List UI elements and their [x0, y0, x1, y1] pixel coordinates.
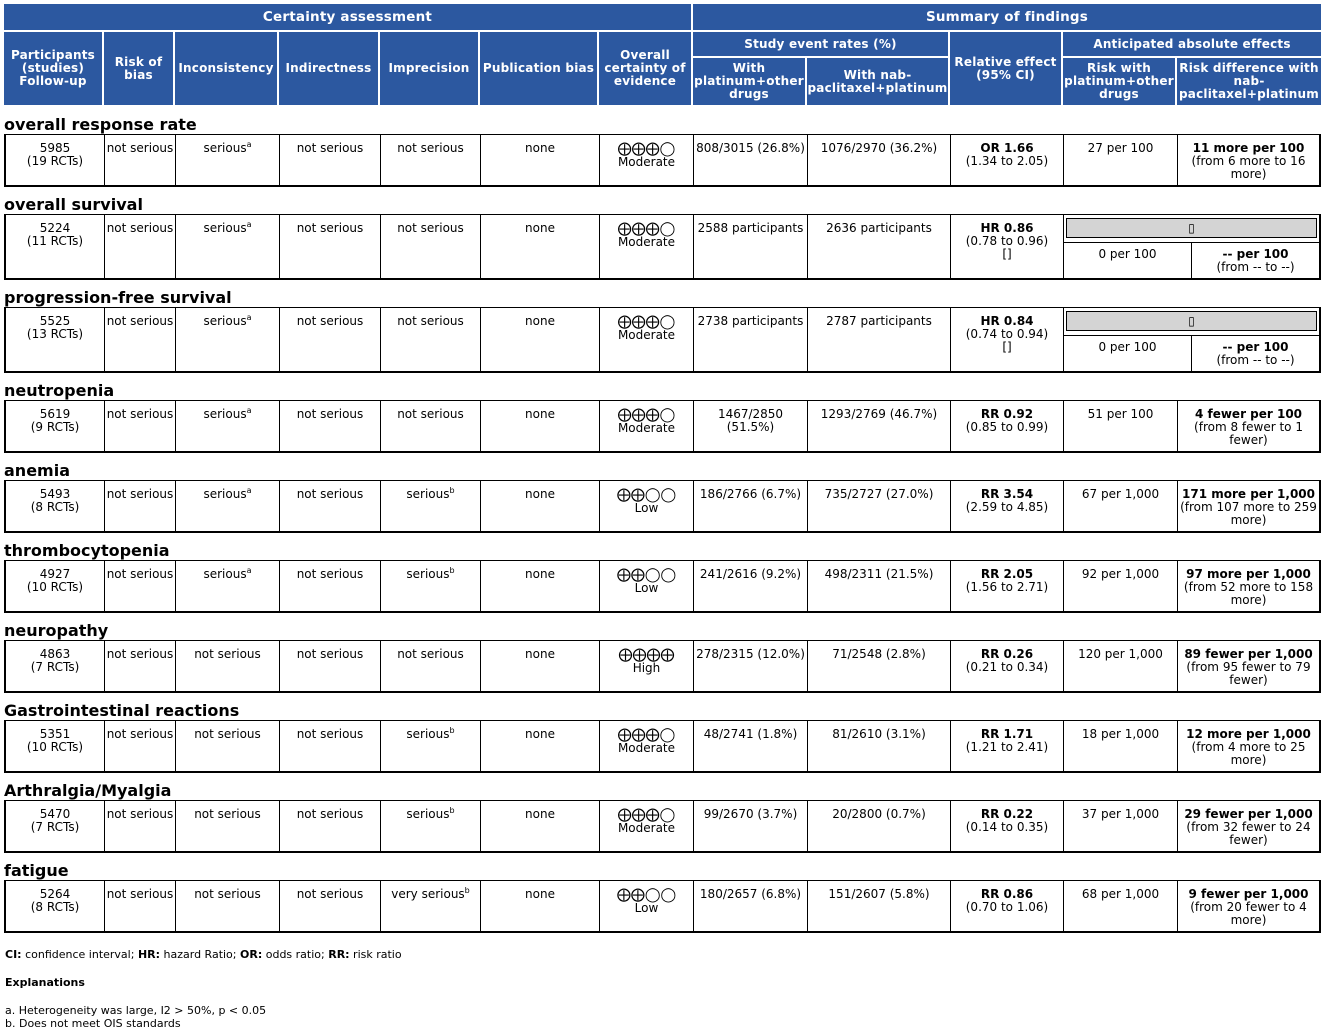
publication-bias-cell: none [480, 640, 599, 693]
certainty-rating-icon: ⨁⨁⨁◯ [617, 314, 676, 330]
certainty-label: Low [634, 901, 659, 915]
participant-count: 5985 [39, 141, 71, 155]
relative-effect-estimate: RR 3.54 [980, 487, 1034, 501]
risk-difference-main: 171 more per 1,000 [1182, 487, 1315, 501]
outcome-row [4, 214, 1321, 280]
outcome-rows [4, 107, 1321, 933]
risk-difference-cell [1177, 880, 1321, 933]
indirectness-cell: not serious [279, 640, 380, 693]
risk-difference-cell [1177, 720, 1321, 773]
study-count: (7 RCTs) [30, 660, 80, 674]
participant-count: 5351 [39, 727, 71, 741]
participants-cell [4, 800, 104, 853]
certainty-label: Low [634, 581, 659, 595]
risk-of-bias-cell: not serious [104, 134, 175, 187]
summary-of-findings-header: Summary of findings [693, 4, 1321, 32]
publication-bias-cell: none [480, 720, 599, 773]
explanations-title: Explanations [5, 976, 85, 989]
relative-effect-ci: (1.34 to 2.05) [965, 154, 1049, 168]
inconsistency-value: serious [203, 141, 247, 155]
relative-effect-cell [950, 720, 1063, 773]
outcome-row [4, 480, 1321, 533]
indirectness-cell: not serious [279, 307, 380, 373]
risk-difference-main: 97 more per 1,000 [1186, 567, 1311, 581]
risk-of-bias-cell: not serious [104, 880, 175, 933]
participants-cell [4, 480, 104, 533]
control-rate-cell: 278/2315 (12.0%) [693, 640, 807, 693]
inconsistency-value: not serious [194, 887, 261, 901]
risk-control-cell: 27 per 100 [1063, 134, 1177, 187]
overall-certainty-header: Overall certainty of evidence [599, 32, 693, 107]
participant-count: 5224 [39, 221, 71, 235]
risk-control-cell: 67 per 1,000 [1063, 480, 1177, 533]
intervention-rate-cell: 81/2610 (3.1%) [807, 720, 950, 773]
risk-difference-value [1192, 243, 1319, 278]
relative-effect-ci: (0.14 to 0.35) [965, 820, 1049, 834]
certainty-rating-icon: ⨁⨁⨁◯ [617, 407, 676, 423]
risk-difference-value [1192, 336, 1319, 371]
publication-bias-cell: none [480, 134, 599, 187]
explanation-b: b. Does not meet OIS standards [5, 1017, 181, 1030]
footnote-marker: a [246, 140, 252, 149]
certainty-assessment-header: Certainty assessment [4, 4, 693, 32]
relative-effect-header: Relative effect (95% CI) [950, 32, 1063, 107]
participants-cell [4, 400, 104, 453]
risk-difference-cell [1177, 560, 1321, 613]
certainty-cell [599, 307, 693, 373]
risk-difference-ci: (from 8 fewer to 1 fewer) [1194, 420, 1303, 447]
intervention-rate-cell: 735/2727 (27.0%) [807, 480, 950, 533]
imprecision-cell [380, 214, 480, 280]
absolute-effects-cell [1063, 214, 1321, 280]
risk-difference-ci: (from -- to --) [1216, 260, 1295, 274]
relative-effect-ci: (0.21 to 0.34) [965, 660, 1049, 674]
inconsistency-value: not serious [194, 647, 261, 661]
participants-cell [4, 720, 104, 773]
footnote-marker: a [246, 566, 252, 575]
certainty-rating-icon: ⨁⨁⨁◯ [617, 221, 676, 237]
indirectness-cell: not serious [279, 480, 380, 533]
outcome-title: fatigue [4, 861, 69, 880]
inconsistency-cell [175, 400, 279, 453]
certainty-rating-icon: ⨁⨁◯◯ [616, 567, 677, 583]
publication-bias-cell: none [480, 400, 599, 453]
certainty-rating-icon: ⨁⨁⨁⨁ [618, 647, 675, 663]
outcome-title: overall survival [4, 195, 143, 214]
risk-difference-main: -- per 100 [1222, 247, 1289, 261]
participants-cell [4, 880, 104, 933]
outcome-title: neuropathy [4, 621, 109, 640]
indirectness-cell: not serious [279, 560, 380, 613]
footnote-marker: b [449, 726, 455, 735]
relative-effect-cell [950, 400, 1063, 453]
outcome-row [4, 800, 1321, 853]
control-rate-cell: 186/2766 (6.7%) [693, 480, 807, 533]
indirectness-cell: not serious [279, 134, 380, 187]
inconsistency-cell [175, 880, 279, 933]
placeholder-box: ▯ [1066, 311, 1317, 331]
risk-difference-main: -- per 100 [1222, 340, 1289, 354]
certainty-rating-icon: ⨁⨁◯◯ [616, 487, 677, 503]
outcome-title: thrombocytopenia [4, 541, 170, 560]
indirectness-cell: not serious [279, 800, 380, 853]
outcome-row [4, 560, 1321, 613]
relative-effect-ci: (1.21 to 2.41) [965, 740, 1049, 754]
imprecision-cell [380, 307, 480, 373]
risk-control-cell: 37 per 1,000 [1063, 800, 1177, 853]
outcome-title: neutropenia [4, 381, 115, 400]
explanation-a: a. Heterogeneity was large, I2 > 50%, p < 0.05 [5, 1004, 267, 1017]
intervention-rate-cell: 71/2548 (2.8%) [807, 640, 950, 693]
publication-bias-cell: none [480, 880, 599, 933]
inconsistency-header: Inconsistency [175, 32, 279, 107]
study-count: (7 RCTs) [30, 820, 80, 834]
relative-effect-ci: (2.59 to 4.85) [965, 500, 1049, 514]
indirectness-cell: not serious [279, 880, 380, 933]
inconsistency-cell [175, 640, 279, 693]
inconsistency-cell [175, 800, 279, 853]
certainty-cell [599, 880, 693, 933]
risk-control-cell: 92 per 1,000 [1063, 560, 1177, 613]
certainty-label: High [632, 661, 661, 675]
risk-difference-cell [1177, 480, 1321, 533]
risk-control-cell: 51 per 100 [1063, 400, 1177, 453]
intervention-rate-cell: 498/2311 (21.5%) [807, 560, 950, 613]
risk-of-bias-cell: not serious [104, 307, 175, 373]
risk-of-bias-cell: not serious [104, 560, 175, 613]
risk-control-value: 0 per 100 [1064, 336, 1192, 371]
certainty-label: Moderate [617, 235, 676, 249]
publication-bias-header: Publication bias [480, 32, 599, 107]
inconsistency-value: serious [203, 221, 247, 235]
inconsistency-value: not serious [194, 807, 261, 821]
inconsistency-value: serious [203, 314, 247, 328]
footnote-marker: b [449, 486, 455, 495]
outcome-row [4, 134, 1321, 187]
footnote-marker: b [449, 566, 455, 575]
footnote-marker: a [246, 220, 252, 229]
with-control-header: With platinum+other drugs [693, 58, 807, 107]
absolute-effects-split [1064, 242, 1319, 278]
intervention-rate-cell: 151/2607 (5.8%) [807, 880, 950, 933]
outcome-row [4, 720, 1321, 773]
risk-difference-cell [1177, 640, 1321, 693]
abbrev-term: OR: [240, 948, 263, 961]
publication-bias-cell: none [480, 480, 599, 533]
imprecision-value: not serious [397, 221, 464, 235]
certainty-label: Moderate [617, 155, 676, 169]
risk-control-cell: 18 per 1,000 [1063, 720, 1177, 773]
intervention-rate-cell: 1293/2769 (46.7%) [807, 400, 950, 453]
inconsistency-cell [175, 720, 279, 773]
risk-difference-main: 29 fewer per 1,000 [1184, 807, 1313, 821]
indirectness-cell: not serious [279, 400, 380, 453]
relative-effect-ci: (0.74 to 0.94) [965, 327, 1049, 341]
abbreviations [5, 948, 402, 961]
indirectness-cell: not serious [279, 720, 380, 773]
certainty-cell [599, 480, 693, 533]
certainty-cell [599, 640, 693, 693]
study-count: (9 RCTs) [30, 420, 80, 434]
risk-difference-ci: (from 20 fewer to 4 more) [1190, 900, 1307, 927]
relative-effect-ci: (0.70 to 1.06) [965, 900, 1049, 914]
risk-difference-ci: (from 4 more to 25 more) [1191, 740, 1306, 767]
relative-effect-cell [950, 880, 1063, 933]
control-rate-cell: 808/3015 (26.8%) [693, 134, 807, 187]
imprecision-value: serious [406, 487, 450, 501]
relative-effect-estimate: RR 2.05 [980, 567, 1034, 581]
relative-effect-estimate: RR 0.86 [980, 887, 1034, 901]
participants-cell [4, 307, 104, 373]
relative-effect-cell [950, 307, 1063, 373]
risk-difference-ci: (from 52 more to 158 more) [1183, 580, 1314, 607]
outcome-title: Arthralgia/Myalgia [4, 781, 172, 800]
relative-effect-cell [950, 480, 1063, 533]
risk-control-cell: 120 per 1,000 [1063, 640, 1177, 693]
risk-of-bias-cell: not serious [104, 720, 175, 773]
relative-effect-cell [950, 214, 1063, 280]
risk-difference-cell [1177, 400, 1321, 453]
imprecision-cell [380, 720, 480, 773]
study-count: (13 RCTs) [26, 327, 84, 341]
imprecision-cell [380, 800, 480, 853]
outcome-row [4, 640, 1321, 693]
participant-count: 5525 [39, 314, 71, 328]
participant-count: 5470 [39, 807, 71, 821]
risk-difference-ci: (from 95 fewer to 79 fewer) [1186, 660, 1311, 687]
risk-of-bias-cell: not serious [104, 640, 175, 693]
risk-difference-ci: (from 32 fewer to 24 fewer) [1186, 820, 1311, 847]
footnote-marker: a [246, 313, 252, 322]
outcome-row [4, 307, 1321, 373]
imprecision-cell [380, 134, 480, 187]
relative-effect-estimate: RR 1.71 [980, 727, 1034, 741]
risk-difference-main: 9 fewer per 1,000 [1188, 887, 1309, 901]
imprecision-value: very serious [391, 887, 465, 901]
inconsistency-cell [175, 214, 279, 280]
participants-cell [4, 560, 104, 613]
certainty-cell [599, 560, 693, 613]
relative-effect-ci: (0.78 to 0.96) [965, 234, 1049, 248]
study-count: (8 RCTs) [30, 900, 80, 914]
imprecision-value: serious [406, 567, 450, 581]
study-count: (11 RCTs) [26, 234, 84, 248]
outcome-title: anemia [4, 461, 70, 480]
study-event-rates-header: Study event rates (%) [693, 32, 950, 58]
relative-effect-estimate: HR 0.86 [980, 221, 1034, 235]
outcome-row [4, 400, 1321, 453]
inconsistency-cell [175, 134, 279, 187]
imprecision-cell [380, 480, 480, 533]
certainty-rating-icon: ⨁⨁◯◯ [616, 887, 677, 903]
risk-of-bias-cell: not serious [104, 214, 175, 280]
imprecision-header: Imprecision [380, 32, 480, 107]
relative-effect-ref: [] [1002, 247, 1012, 261]
risk-difference-header: Risk difference with nab-paclitaxel+platinum [1177, 58, 1321, 107]
relative-effect-cell [950, 560, 1063, 613]
risk-difference-ci: (from 6 more to 16 more) [1191, 154, 1306, 181]
certainty-cell [599, 214, 693, 280]
control-rate-cell: 1467/2850 (51.5%) [693, 400, 807, 453]
risk-difference-ci: (from -- to --) [1216, 353, 1295, 367]
control-rate-cell: 2588 participants [693, 214, 807, 280]
outcome-title: Gastrointestinal reactions [4, 701, 240, 720]
certainty-rating-icon: ⨁⨁⨁◯ [617, 141, 676, 157]
control-rate-cell: 99/2670 (3.7%) [693, 800, 807, 853]
intervention-rate-cell: 2636 participants [807, 214, 950, 280]
inconsistency-value: serious [203, 407, 247, 421]
relative-effect-cell [950, 134, 1063, 187]
relative-effect-cell [950, 640, 1063, 693]
publication-bias-cell: none [480, 307, 599, 373]
control-rate-cell: 180/2657 (6.8%) [693, 880, 807, 933]
control-rate-cell: 241/2616 (9.2%) [693, 560, 807, 613]
control-rate-cell: 2738 participants [693, 307, 807, 373]
inconsistency-value: serious [203, 487, 247, 501]
risk-difference-main: 4 fewer per 100 [1194, 407, 1303, 421]
participant-count: 4863 [39, 647, 71, 661]
certainty-cell [599, 720, 693, 773]
inconsistency-value: not serious [194, 727, 261, 741]
certainty-rating-icon: ⨁⨁⨁◯ [617, 727, 676, 743]
participant-count: 5619 [39, 407, 71, 421]
risk-of-bias-cell: not serious [104, 480, 175, 533]
relative-effect-estimate: RR 0.26 [980, 647, 1034, 661]
risk-of-bias-cell: not serious [104, 400, 175, 453]
imprecision-value: not serious [397, 314, 464, 328]
absolute-effects-split [1064, 335, 1319, 371]
abbrev-desc: risk ratio [349, 948, 402, 961]
imprecision-value: not serious [397, 647, 464, 661]
certainty-label: Moderate [617, 741, 676, 755]
placeholder-box: ▯ [1066, 218, 1317, 238]
footnote-marker: b [449, 806, 455, 815]
relative-effect-cell [950, 800, 1063, 853]
footnote-marker: a [246, 406, 252, 415]
certainty-cell [599, 800, 693, 853]
abbrev-term: RR: [328, 948, 350, 961]
relative-effect-estimate: RR 0.92 [980, 407, 1034, 421]
relative-effect-estimate: HR 0.84 [980, 314, 1034, 328]
footnote-marker: a [246, 486, 252, 495]
risk-with-control-header: Risk with platinum+other drugs [1063, 58, 1177, 107]
certainty-label: Moderate [617, 421, 676, 435]
imprecision-cell [380, 640, 480, 693]
anticipated-absolute-effects-header: Anticipated absolute effects [1063, 32, 1321, 58]
intervention-rate-cell: 2787 participants [807, 307, 950, 373]
abbrev-desc: confidence interval; [21, 948, 138, 961]
intervention-rate-cell: 20/2800 (0.7%) [807, 800, 950, 853]
abbrev-term: HR: [137, 948, 161, 961]
imprecision-value: serious [406, 727, 450, 741]
imprecision-value: serious [406, 807, 450, 821]
risk-control-value: 0 per 100 [1064, 243, 1192, 278]
study-count: (10 RCTs) [26, 740, 84, 754]
participant-count: 5493 [39, 487, 71, 501]
certainty-label: Low [634, 501, 659, 515]
publication-bias-cell: none [480, 800, 599, 853]
participant-count: 4927 [39, 567, 71, 581]
intervention-rate-cell: 1076/2970 (36.2%) [807, 134, 950, 187]
risk-difference-ci: (from 107 more to 259 more) [1180, 500, 1317, 527]
outcome-title: overall response rate [4, 115, 197, 134]
publication-bias-cell: none [480, 214, 599, 280]
certainty-label: Moderate [617, 328, 676, 342]
with-intervention-header: With nab-paclitaxel+platinum [807, 58, 950, 107]
relative-effect-ci: (1.56 to 2.71) [965, 580, 1049, 594]
abbrev-desc: odds ratio; [262, 948, 329, 961]
risk-difference-main: 89 fewer per 1,000 [1184, 647, 1313, 661]
relative-effect-estimate: RR 0.22 [980, 807, 1034, 821]
imprecision-cell [380, 400, 480, 453]
indirectness-header: Indirectness [279, 32, 380, 107]
certainty-cell [599, 134, 693, 187]
inconsistency-cell [175, 480, 279, 533]
risk-difference-main: 11 more per 100 [1192, 141, 1305, 155]
inconsistency-value: serious [203, 567, 247, 581]
imprecision-value: not serious [397, 141, 464, 155]
outcome-row [4, 880, 1321, 933]
imprecision-cell [380, 880, 480, 933]
study-count: (19 RCTs) [26, 154, 84, 168]
abbrev-term: CI: [5, 948, 22, 961]
study-count: (10 RCTs) [26, 580, 84, 594]
inconsistency-cell [175, 307, 279, 373]
certainty-rating-icon: ⨁⨁⨁◯ [617, 807, 676, 823]
risk-control-cell: 68 per 1,000 [1063, 880, 1177, 933]
risk-difference-main: 12 more per 1,000 [1186, 727, 1311, 741]
outcome-title: progression-free survival [4, 288, 232, 307]
control-rate-cell: 48/2741 (1.8%) [693, 720, 807, 773]
relative-effect-ref: [] [1002, 340, 1012, 354]
imprecision-cell [380, 560, 480, 613]
certainty-cell [599, 400, 693, 453]
imprecision-value: not serious [397, 407, 464, 421]
grade-evidence-table [4, 4, 1321, 933]
participants-cell [4, 134, 104, 187]
participants-header: Participants (studies) Follow-up [4, 32, 104, 107]
relative-effect-ci: (0.85 to 0.99) [965, 420, 1049, 434]
risk-difference-cell [1177, 800, 1321, 853]
abbrev-desc: hazard Ratio; [160, 948, 240, 961]
participant-count: 5264 [39, 887, 71, 901]
risk-difference-cell [1177, 134, 1321, 187]
inconsistency-cell [175, 560, 279, 613]
study-count: (8 RCTs) [30, 500, 80, 514]
risk-of-bias-cell: not serious [104, 800, 175, 853]
relative-effect-estimate: OR 1.66 [980, 141, 1034, 155]
footnote-marker: b [464, 886, 470, 895]
certainty-label: Moderate [617, 821, 676, 835]
publication-bias-cell: none [480, 560, 599, 613]
indirectness-cell: not serious [279, 214, 380, 280]
participants-cell [4, 214, 104, 280]
participants-cell [4, 640, 104, 693]
risk-of-bias-header: Risk of bias [104, 32, 175, 107]
absolute-effects-cell [1063, 307, 1321, 373]
